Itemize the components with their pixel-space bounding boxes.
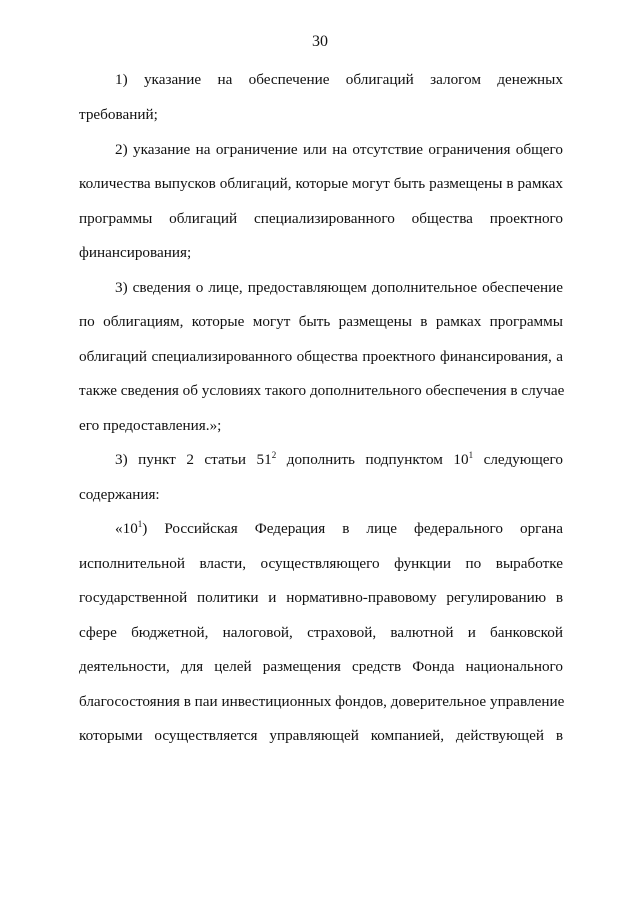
paragraph-2-line-1: 2) указание на ограничение или на отсутствие ограничения общего bbox=[115, 141, 563, 158]
paragraph-5-line-2: исполнительной власти, осуществляющего функции по выработке bbox=[79, 555, 563, 572]
paragraph-1-line-1: 1) указание на обеспечение облигаций залогом денежных bbox=[115, 71, 563, 88]
paragraph-3-line-2: по облигациям, которые могут быть размещены в рамках программы bbox=[79, 313, 563, 330]
paragraph-3-line-1: 3) сведения о лице, предоставляющем дополнительное обеспечение bbox=[115, 279, 563, 296]
amendment-text: 3) пункт 2 статьи 51 bbox=[115, 451, 272, 468]
paragraph-2-line-3: программы облигаций специализированного общества проектного bbox=[79, 210, 563, 227]
paragraph-4-line-2: содержания: bbox=[79, 486, 160, 503]
amendment-text: дополнить подпунктом 10 bbox=[276, 451, 469, 468]
superscript: 2 bbox=[271, 450, 277, 460]
paragraph-5-line-1 bbox=[115, 520, 563, 539]
page-number: 30 bbox=[312, 33, 328, 50]
paragraph-5-line-5: деятельности, для целей размещения средств Фонда национального bbox=[79, 658, 563, 675]
superscript: 1 bbox=[137, 519, 143, 529]
quote-text: «10 bbox=[115, 520, 138, 537]
paragraph-5-line-4: сфере бюджетной, налоговой, страховой, валютной и банковской bbox=[79, 624, 563, 641]
amendment-text: следующего bbox=[473, 451, 563, 468]
paragraph-3-line-5: его предоставления.»; bbox=[79, 417, 222, 434]
paragraph-5-line-6: благосостояния в паи инвестиционных фондов, доверительное управление bbox=[79, 693, 565, 710]
superscript: 1 bbox=[468, 450, 474, 460]
quote-text: ) Российская Федерация в лице федерального органа bbox=[142, 520, 563, 537]
paragraph-3-line-4: также сведения об условиях такого дополнительного обеспечения в случае bbox=[79, 382, 565, 399]
paragraph-1-line-2: требований; bbox=[79, 106, 158, 123]
paragraph-5-line-7: которыми осуществляется управляющей компанией, действующей в bbox=[79, 727, 563, 744]
paragraph-3-line-3: облигаций специализированного общества проектного финансирования, а bbox=[79, 348, 563, 365]
paragraph-4-line-1 bbox=[115, 451, 563, 470]
paragraph-2-line-2: количества выпусков облигаций, которые могут быть размещены в рамках bbox=[79, 175, 563, 192]
paragraph-5-line-3: государственной политики и нормативно-правовому регулированию в bbox=[79, 589, 563, 606]
paragraph-2-line-4: финансирования; bbox=[79, 244, 192, 261]
